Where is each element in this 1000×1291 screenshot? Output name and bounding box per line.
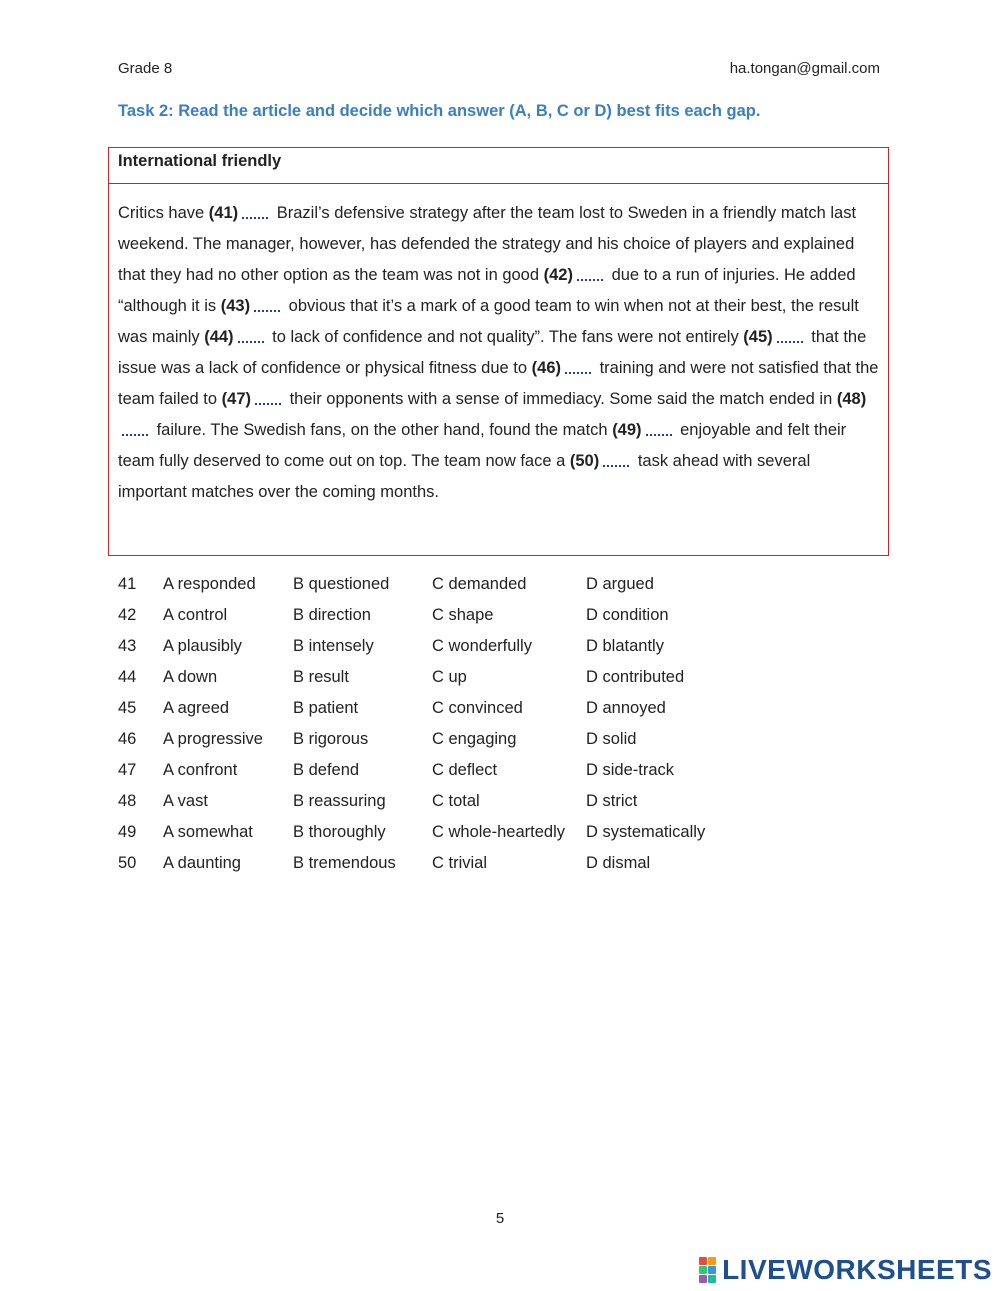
gap-label-43: (43)	[220, 297, 251, 315]
article-text: failure. The Swedish fans, on the other hand, found the match	[156, 421, 608, 439]
question-number: 48	[118, 792, 137, 810]
options-row	[118, 755, 746, 786]
options-row	[118, 662, 746, 693]
option-c: C shape	[432, 606, 494, 624]
gap-label-50: (50)	[569, 452, 600, 470]
logo-tile	[699, 1275, 707, 1283]
option-d: D annoyed	[586, 699, 666, 717]
article-body	[109, 184, 888, 508]
option-a: A confront	[163, 761, 238, 779]
option-d: D solid	[586, 730, 637, 748]
option-a: A vast	[163, 792, 208, 810]
question-number: 47	[118, 761, 137, 779]
options-row	[118, 631, 746, 662]
logo-tile	[708, 1275, 716, 1283]
option-a: A somewhat	[163, 823, 253, 841]
page-number: 5	[495, 1210, 505, 1227]
gap-label-47: (47)	[221, 390, 251, 408]
question-number: 46	[118, 730, 137, 748]
options-row	[118, 724, 746, 755]
option-b: B direction	[293, 606, 371, 624]
article-text: to lack of confidence and not quality”. The fans were not entirely	[272, 328, 739, 346]
options-row	[118, 600, 746, 631]
option-d: D side-track	[586, 761, 675, 779]
header-grade: Grade 8	[118, 60, 173, 77]
gap-43-answer-field[interactable]	[254, 296, 280, 312]
option-b: B thoroughly	[293, 823, 386, 841]
option-a: A daunting	[163, 854, 241, 872]
gap-50-answer-field[interactable]	[603, 451, 629, 467]
option-d: D condition	[586, 606, 669, 624]
article-text: enjoyable and felt their team fully deserved to come out on top. The team now face a	[118, 421, 847, 470]
option-c: C up	[432, 668, 467, 686]
gap-45-answer-field[interactable]	[777, 327, 803, 343]
gap-41-answer-field[interactable]	[242, 203, 268, 219]
option-b: B patient	[293, 699, 359, 717]
answer-options-table	[118, 569, 746, 879]
article-box	[108, 147, 889, 556]
question-number: 42	[118, 606, 137, 624]
option-d: D blatantly	[586, 637, 664, 655]
gap-label-44: (44)	[204, 328, 234, 346]
option-a: A plausibly	[163, 637, 242, 655]
header-email: ha.tongan@gmail.com	[729, 60, 880, 77]
options-row	[118, 569, 746, 600]
gap-49-answer-field[interactable]	[646, 420, 672, 436]
options-row	[118, 817, 746, 848]
option-a: A agreed	[163, 699, 230, 717]
option-d: D contributed	[586, 668, 685, 686]
article-text: training and were not satisfied that the team failed to	[118, 359, 879, 408]
gap-label-42: (42)	[543, 266, 573, 284]
gap-48-answer-field[interactable]	[122, 420, 148, 436]
question-number: 49	[118, 823, 137, 841]
question-number: 50	[118, 854, 137, 872]
option-d: D strict	[586, 792, 638, 810]
gap-label-49: (49)	[612, 421, 642, 439]
option-c: C trivial	[432, 854, 488, 872]
option-c: C total	[432, 792, 480, 810]
gap-47-answer-field[interactable]	[255, 389, 281, 405]
gap-label-46: (46)	[531, 359, 561, 377]
logo-tile	[699, 1257, 707, 1265]
logo-tile	[708, 1266, 716, 1274]
option-c: C whole-heartedly	[432, 823, 565, 841]
option-b: B result	[293, 668, 349, 686]
logo-tile	[708, 1257, 716, 1265]
article-text: Brazil’s defensive strategy after the team lost to Sweden in a friendly match last weekend. The manager, however, has defended the strategy and his choice of players and explained that they had no other option as the team was not in good	[118, 204, 857, 284]
option-b: B defend	[293, 761, 360, 779]
gap-46-answer-field[interactable]	[565, 358, 591, 374]
article-text: that the issue was a lack of confidence or physical fitness due to	[118, 328, 867, 377]
option-c: C demanded	[432, 575, 527, 593]
option-d: D systematically	[586, 823, 706, 841]
option-c: C engaging	[432, 730, 517, 748]
option-d: D dismal	[586, 854, 651, 872]
options-row	[118, 786, 746, 817]
article-title: International friendly	[109, 148, 888, 184]
gap-42-answer-field[interactable]	[577, 265, 603, 281]
article-text: their opponents with a sense of immediacy. Some said the match ended in	[289, 390, 833, 408]
option-b: B rigorous	[293, 730, 369, 748]
article-text: Critics have	[118, 204, 205, 222]
liveworksheets-brand[interactable]	[699, 1253, 992, 1287]
article-text: task ahead with several important matches over the coming months.	[118, 452, 811, 501]
gap-label-41: (41)	[208, 204, 239, 222]
option-a: A down	[163, 668, 218, 686]
article-text: due to a run of injuries. He added “although it is	[118, 266, 856, 315]
option-d: D argued	[586, 575, 654, 593]
option-c: C deflect	[432, 761, 498, 779]
question-number: 41	[118, 575, 137, 593]
option-a: A control	[163, 606, 228, 624]
gap-44-answer-field[interactable]	[238, 327, 264, 343]
logo-tile	[699, 1266, 707, 1274]
gap-label-48: (48)	[836, 390, 867, 408]
option-c: C convinced	[432, 699, 523, 717]
option-b: B questioned	[293, 575, 390, 593]
question-number: 45	[118, 699, 137, 717]
question-number: 43	[118, 637, 137, 655]
brand-name: LIVEWORKSHEETS	[722, 1254, 992, 1285]
option-b: B intensely	[293, 637, 374, 655]
gap-label-45: (45)	[743, 328, 773, 346]
option-b: B reassuring	[293, 792, 386, 810]
question-number: 44	[118, 668, 137, 686]
liveworksheets-logo-icon	[699, 1257, 716, 1283]
option-a: A responded	[163, 575, 256, 593]
task-title: Task 2: Read the article and decide which answer (A, B, C or D) best fits each gap.	[118, 102, 761, 120]
option-c: C wonderfully	[432, 637, 532, 655]
option-b: B tremendous	[293, 854, 396, 872]
option-a: A progressive	[163, 730, 263, 748]
options-row	[118, 693, 746, 724]
article-text: obvious that it’s a mark of a good team to win when not at their best, the result was mainly	[118, 297, 859, 346]
options-row	[118, 848, 746, 879]
